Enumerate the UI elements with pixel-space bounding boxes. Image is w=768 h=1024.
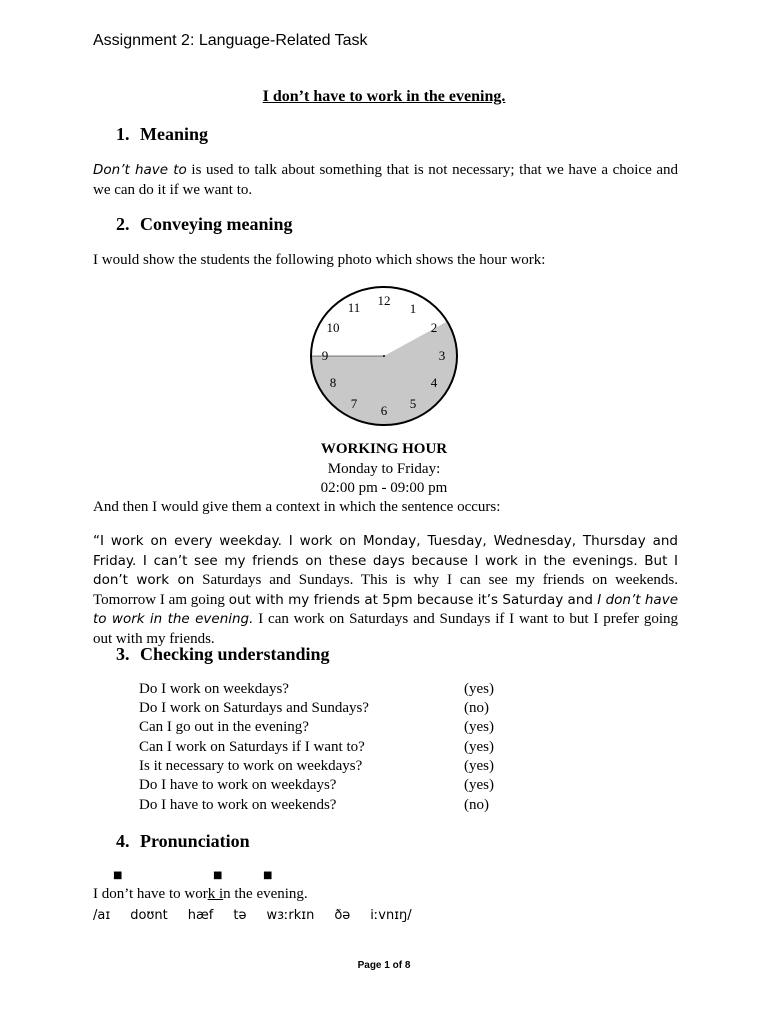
ipa-word: iːvnɪŋ/ — [370, 908, 412, 923]
ccq-question: Do I have to work on weekdays? — [139, 777, 337, 793]
sentence-part: I don’t have to wor — [93, 886, 208, 902]
ipa-word: wɜːrkɪn — [266, 908, 315, 923]
linking-underline: k i — [207, 886, 224, 902]
ccq-question: Can I go out in the evening? — [139, 719, 309, 735]
meaning-paragraph — [93, 161, 678, 200]
context-intro: And then I would give them a context in which the sentence occurs: — [93, 499, 501, 515]
clock-number: 10 — [326, 320, 340, 335]
clock-number: 11 — [347, 300, 361, 315]
working-hour-caption — [0, 440, 768, 499]
section-title: Conveying meaning — [140, 214, 293, 234]
ipa-word: doʊnt — [130, 908, 168, 923]
section-heading-conveying — [116, 214, 293, 235]
meaning-emphasis: Don’t have to — [93, 162, 187, 178]
sentence-part: n the evening. — [223, 886, 308, 902]
ccq-answer: (no) — [464, 700, 489, 716]
context-paragraph — [93, 532, 678, 649]
ccq-question: Do I work on Saturdays and Sundays? — [139, 700, 369, 716]
document-title: I don’t have to work in the evening. — [262, 88, 506, 105]
ipa-word: tə — [233, 908, 247, 923]
ccq-question: Is it necessary to work on weekdays? — [139, 758, 363, 774]
ccq-answer: (yes) — [464, 739, 494, 755]
context-text-1: “I work on every weekday. I work on Monday, Tuesday, Wednesday, Thursday and Friday. I can’t see my friends on these days because I work in the evenings. But I don’t work on — [93, 533, 678, 588]
context-text-2: Saturdays and Sundays. This is why I can see my friends on weekends. Tomorrow I am going — [93, 572, 678, 608]
section-number: 1. — [116, 124, 130, 144]
pronunciation-sentence — [93, 886, 308, 903]
clock-number: 4 — [430, 375, 438, 390]
ccq-answer: (yes) — [464, 758, 494, 774]
ccq-answer: (no) — [464, 797, 489, 813]
ipa-word: hæf — [187, 908, 214, 923]
page-number: Page 1 of 8 — [357, 960, 411, 971]
working-hour-time: 02:00 pm - 09:00 pm — [320, 480, 448, 496]
clock-number: 7 — [350, 396, 358, 411]
ccq-question: Do I have to work on weekends? — [139, 797, 337, 813]
clock-number: 9 — [321, 348, 329, 363]
ccq-answer: (yes) — [464, 719, 494, 735]
ccq-answer: (yes) — [464, 681, 494, 697]
ccq-question: Do I work on weekdays? — [139, 681, 289, 697]
section-number: 2. — [116, 214, 130, 234]
working-hour-title: WORKING HOUR — [320, 441, 448, 457]
clock-number: 5 — [409, 396, 417, 411]
clock-number: 12 — [377, 293, 391, 308]
ccq-answer: (yes) — [464, 777, 494, 793]
clock-number: 6 — [380, 403, 388, 418]
clock-number: 2 — [430, 320, 438, 335]
clock-number: 3 — [438, 348, 446, 363]
section-title: Meaning — [140, 124, 209, 144]
meaning-text: is used to talk about something that is not necessary; that we have a choice and we can do it if we want to. — [93, 162, 679, 198]
clock-number: 8 — [329, 375, 337, 390]
section-number: 3. — [116, 644, 130, 664]
clock-center-dot — [383, 355, 385, 357]
context-emphasis: I don’t have to work in the evening. — [93, 591, 678, 627]
ipa-word: ðə — [334, 908, 351, 923]
ipa-transcription — [93, 908, 432, 923]
conveying-intro: I would show the students the following photo which shows the hour work: — [93, 252, 546, 268]
ipa-word: /aɪ — [93, 908, 111, 923]
clock-image — [308, 285, 460, 427]
stress-mark: ■ — [113, 870, 123, 881]
context-text-3: out with my friends at 5pm because it’s Saturday and — [228, 591, 598, 608]
context-text-4: I can work on Saturdays and Sundays if I want to but I prefer going out with my friends. — [93, 611, 678, 647]
section-heading-checking — [116, 644, 330, 665]
running-header: Assignment 2: Language-Related Task — [93, 32, 368, 49]
section-heading-pronunciation — [116, 831, 250, 852]
clock-number: 1 — [409, 301, 417, 316]
working-hour-days: Monday to Friday: — [327, 460, 441, 477]
section-number: 4. — [116, 831, 130, 851]
stress-mark: ■ — [213, 870, 223, 881]
stress-mark: ■ — [263, 870, 273, 881]
section-title: Checking understanding — [140, 644, 330, 664]
section-title: Pronunciation — [140, 831, 250, 851]
ccq-question: Can I work on Saturdays if I want to? — [139, 739, 365, 755]
section-heading-meaning — [116, 124, 208, 145]
